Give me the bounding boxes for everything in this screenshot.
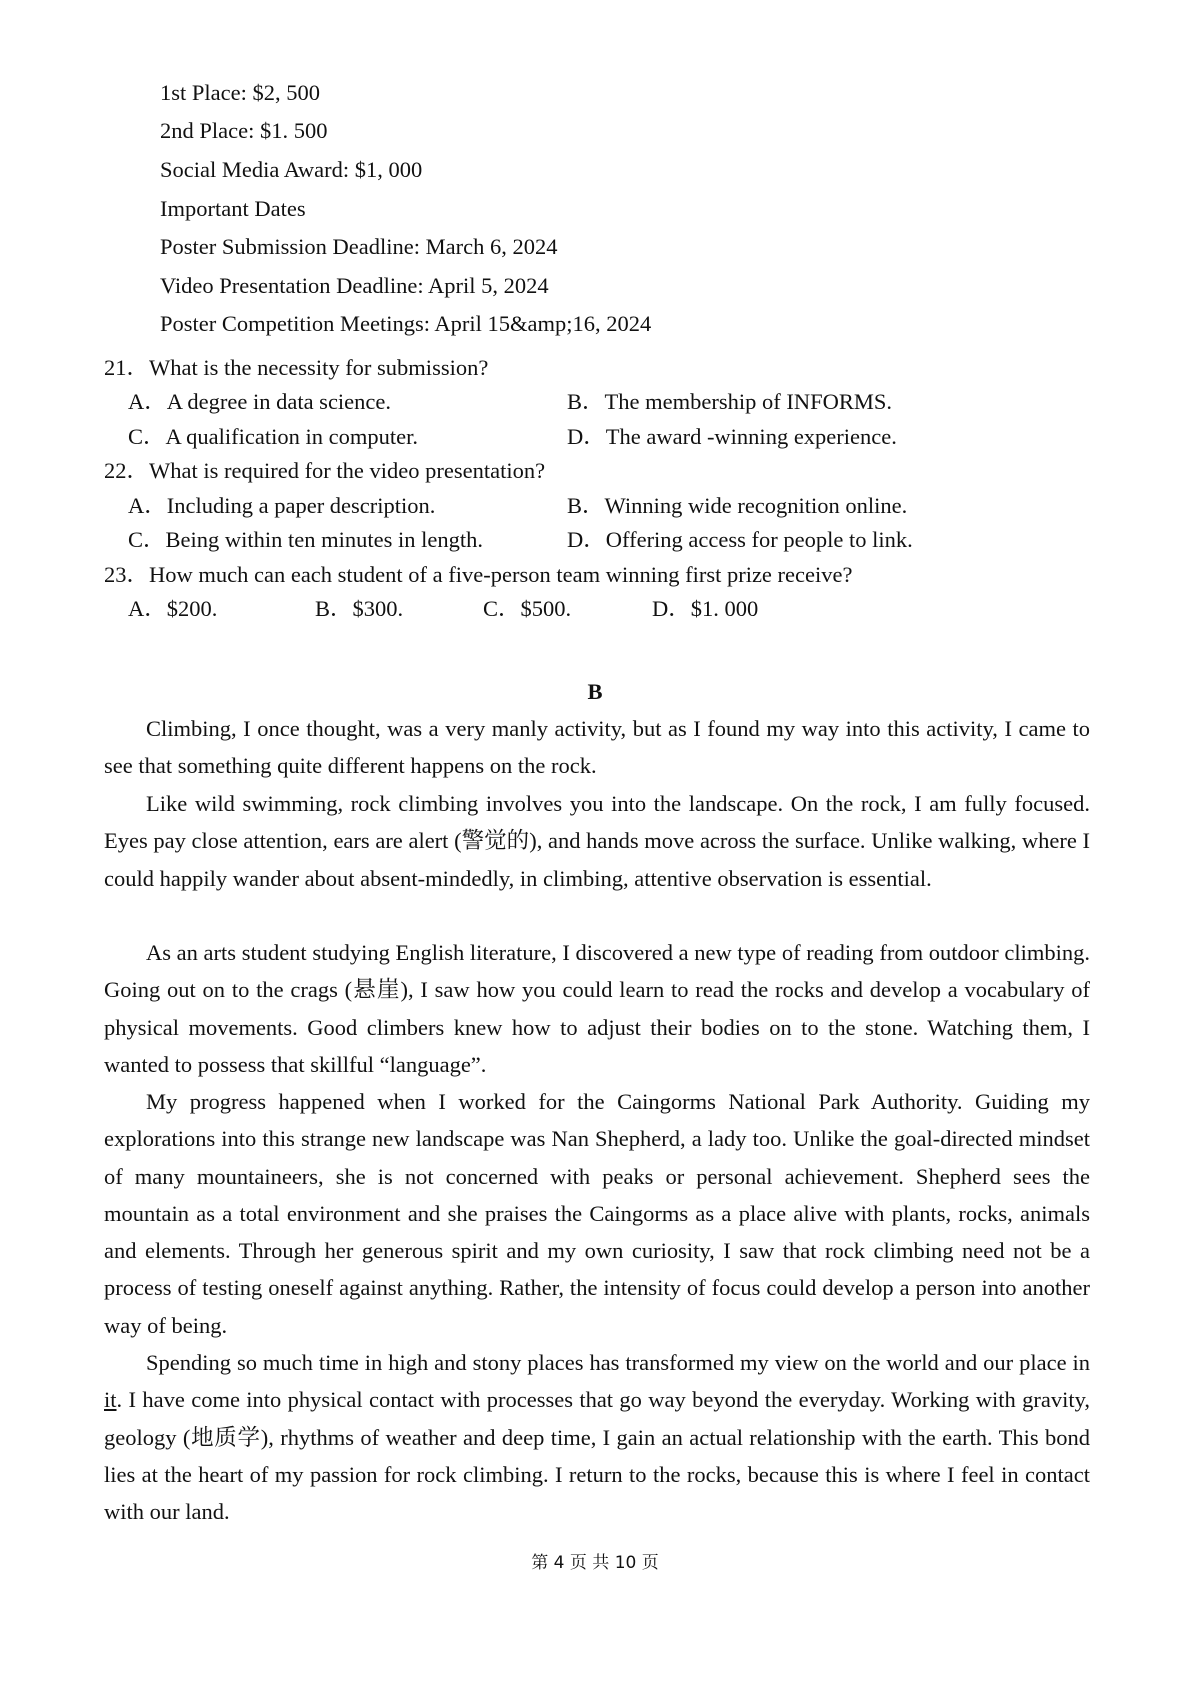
passage-paragraph-3: As an arts student studying English literature, I discovered a new type of reading from outdoor climbing. Going out on to the crags (悬崖), I saw how you could learn to read the rocks and develop a vocabulary of physical movements. Good climbers knew how to adjust their bodies on to the stone. Watching them, I wanted to possess that skillful “language”. — [104, 940, 1090, 1077]
dates-heading: Important Dates — [160, 196, 306, 221]
question-22-option-a: A．Including a paper description. — [128, 493, 436, 518]
question-21-option-d: D．The award -winning experience. — [567, 424, 897, 449]
prize-second: 2nd Place: $1. 500 — [160, 118, 328, 143]
passage-paragraph-5 — [104, 1344, 1090, 1530]
question-23-option-a: A．$200. — [128, 596, 218, 621]
section-b-heading: B — [587, 679, 603, 704]
passage-paragraph-1: Climbing, I once thought, was a very manly activity, but as I found my way into this activity, I came to see that something quite different happens on the rock. — [104, 716, 1090, 779]
question-21-option-c: C．A qualification in computer. — [128, 424, 418, 449]
prize-first: 1st Place: $2, 500 — [160, 80, 320, 105]
passage-paragraph-2: Like wild swimming, rock climbing involves you into the landscape. On the rock, I am fully focused. Eyes pay close attention, ears are alert (警觉的), and hands move across the surface. Unlike walking, where I could happily wander about absent-mindedly, in climbing, attentive observation is essential. — [104, 791, 1090, 891]
passage-paragraph-4: My progress happened when I worked for the Caingorms National Park Authority. Guiding my explorations into this strange new landscape was Nan Shepherd, a lady too. Unlike the goal-directed mindset of many mountaineers, she is not concerned with peaks or personal achievement. Shepherd sees the mountain as a total environment and she praises the Caingorms as a place alive with plants, rocks, animals and elements. Through her generous spirit and my own curiosity, I saw that rock climbing need not be a process of testing oneself against anything. Rather, the intensity of focus could develop a person into another way of being. — [104, 1089, 1090, 1338]
underlined-word-it: it — [104, 1387, 117, 1413]
question-23-option-d: D．$1. 000 — [652, 596, 759, 621]
question-23-option-c: C．$500. — [483, 596, 572, 621]
date-competition-meetings: Poster Competition Meetings: April 15&amp;16, 2024 — [160, 311, 652, 336]
date-video-presentation: Video Presentation Deadline: April 5, 2024 — [160, 273, 549, 298]
question-21-stem: 21．What is the necessity for submission? — [104, 355, 489, 380]
page-number-footer: 第 4 页 共 10 页 — [531, 1553, 659, 1573]
question-21-option-a: A．A degree in data science. — [128, 389, 392, 414]
question-22-option-c: C．Being within ten minutes in length. — [128, 527, 483, 552]
question-23-stem: 23．How much can each student of a five-person team winning first prize receive? — [104, 562, 853, 587]
date-poster-submission: Poster Submission Deadline: March 6, 2024 — [160, 234, 558, 259]
paragraph-5-text-after: . I have come into physical contact with processes that go way beyond the everyday. Working with gravity, geology (地质学), rhythms of weather and deep time, I gain an actual relationship with the earth. This bond lies at the heart of my passion for rock climbing. I return to the rocks, because this is where I feel in contact with our land. — [104, 1387, 1090, 1525]
prize-social-media: Social Media Award: $1, 000 — [160, 157, 423, 182]
question-21-option-b: B．The membership of INFORMS. — [567, 389, 892, 414]
question-23-option-b: B．$300. — [315, 596, 404, 621]
question-22-option-b: B．Winning wide recognition online. — [567, 493, 908, 518]
question-22-stem: 22．What is required for the video presentation? — [104, 458, 546, 483]
question-22-option-d: D．Offering access for people to link. — [567, 527, 913, 552]
paragraph-5-text-before: Spending so much time in high and stony places has transformed my view on the world and our place in — [146, 1350, 1090, 1375]
